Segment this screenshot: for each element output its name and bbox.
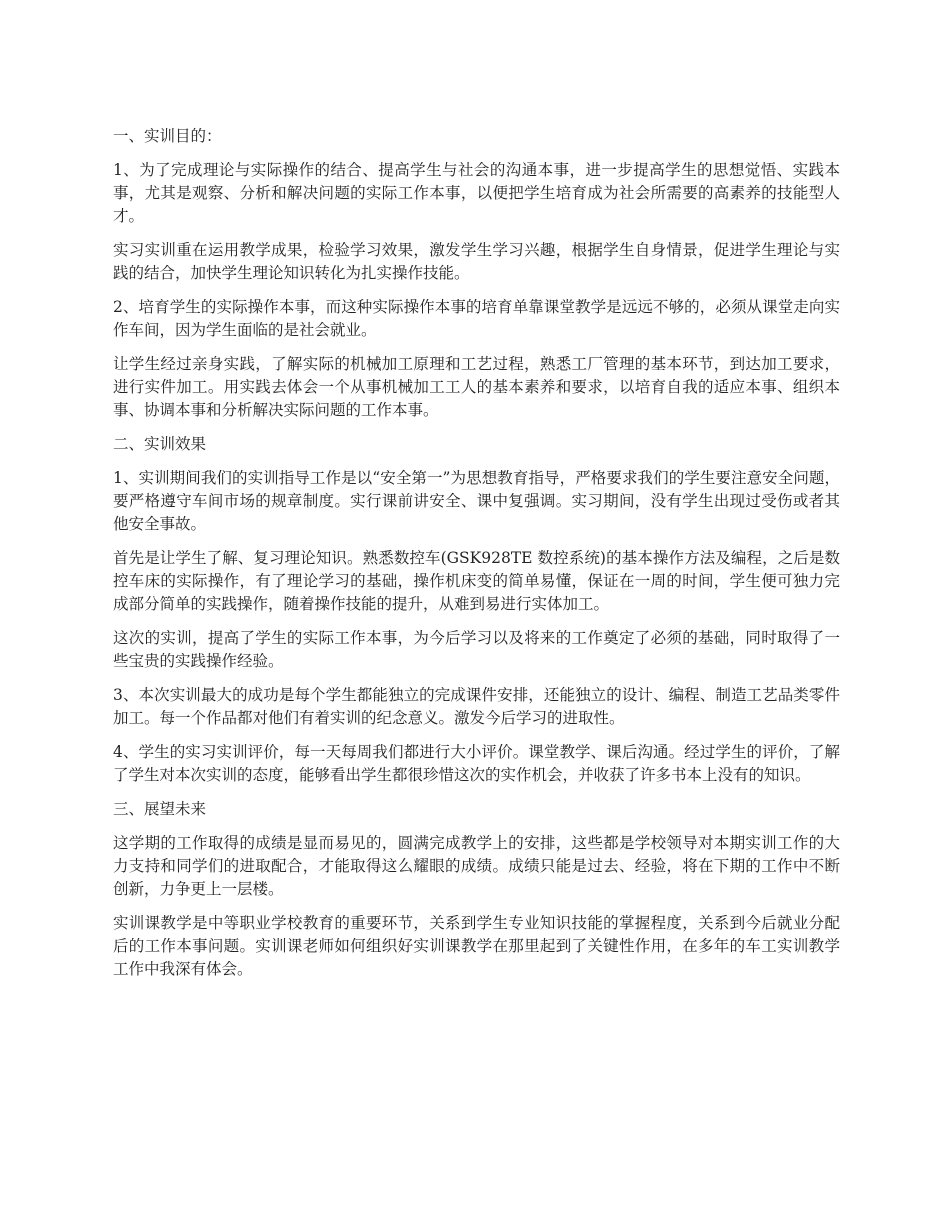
paragraph: 首先是让学生了解、复习理论知识。熟悉数控车(GSK928TE 数控系统)的基本操作方法及编程，之后是数控车床的实际操作，有了理论学习的基础，操作机床变的简单易懂，保证在一周的时间，学生便可独力完成部分简单的实践操作，随着操作技能的提升，从难到易进行实体加工。 (113, 549, 840, 613)
section-heading-results: 二、实训效果 (113, 435, 207, 453)
paragraph: 4、学生的实习实训评价，每一天每周我们都进行大小评价。课堂教学、课后沟通。经过学生的评价，了解了学生对本次实训的态度，能够看出学生都很珍惜这次的实作机会，并收获了许多书本上没有的知识。 (113, 743, 840, 784)
paragraph: 这次的实训，提高了学生的实际工作本事，为今后学习以及将来的工作奠定了必须的基础，同时取得了一些宝贵的实践操作经验。 (113, 629, 840, 670)
paragraph: 3、本次实训最大的成功是每个学生都能独立的完成课件安排，还能独立的设计、编程、制造工艺品类零件加工。每一个作品都对他们有着实训的纪念意义。激发今后学习的进取性。 (113, 686, 840, 727)
document-page (113, 125, 840, 992)
paragraph: 实训课教学是中等职业学校教育的重要环节，关系到学生专业知识技能的掌握程度，关系到今后就业分配后的工作本事问题。实训课老师如何组织好实训课教学在那里起到了关键性作用，在多年的车工实训教学工作中我深有体会。 (113, 914, 840, 978)
paragraph: 1、为了完成理论与实际操作的结合、提高学生与社会的沟通本事，进一步提高学生的思想觉悟、实践本事，尤其是观察、分析和解决问题的实际工作本事，以便把学生培育成为社会所需要的高素养的技能型人才。 (113, 161, 840, 225)
paragraph: 实习实训重在运用教学成果，检验学习效果，激发学生学习兴趣，根据学生自身情景，促进学生理论与实践的结合，加快学生理论知识转化为扎实操作技能。 (113, 241, 840, 282)
paragraph: 让学生经过亲身实践，了解实际的机械加工原理和工艺过程，熟悉工厂管理的基本环节，到达加工要求，进行实件加工。用实践去体会一个从事机械加工工人的基本素养和要求，以培育自我的适应本事、组织本事、协调本事和分析解决实际问题的工作本事。 (113, 355, 840, 419)
paragraph: 这学期的工作取得的成绩是显而易见的，圆满完成教学上的安排，这些都是学校领导对本期实训工作的大力支持和同学们的进取配合，才能取得这么耀眼的成绩。成绩只能是过去、经验，将在下期的工作中不断创新，力争更上一层楼。 (113, 834, 840, 898)
paragraph: 1、实训期间我们的实训指导工作是以“安全第一”为思想教育指导，严格要求我们的学生要注意安全问题，要严格遵守车间市场的规章制度。实行课前讲安全、课中复强调。实习期间，没有学生出现过受伤或者其他安全事故。 (113, 469, 840, 533)
paragraph: 2、培育学生的实际操作本事，而这种实际操作本事的培育单靠课堂教学是远远不够的，必须从课堂走向实作车间，因为学生面临的是社会就业。 (113, 298, 840, 339)
section-heading-outlook: 三、展望未来 (113, 800, 207, 818)
section-heading-objectives: 一、实训目的： (113, 127, 222, 145)
